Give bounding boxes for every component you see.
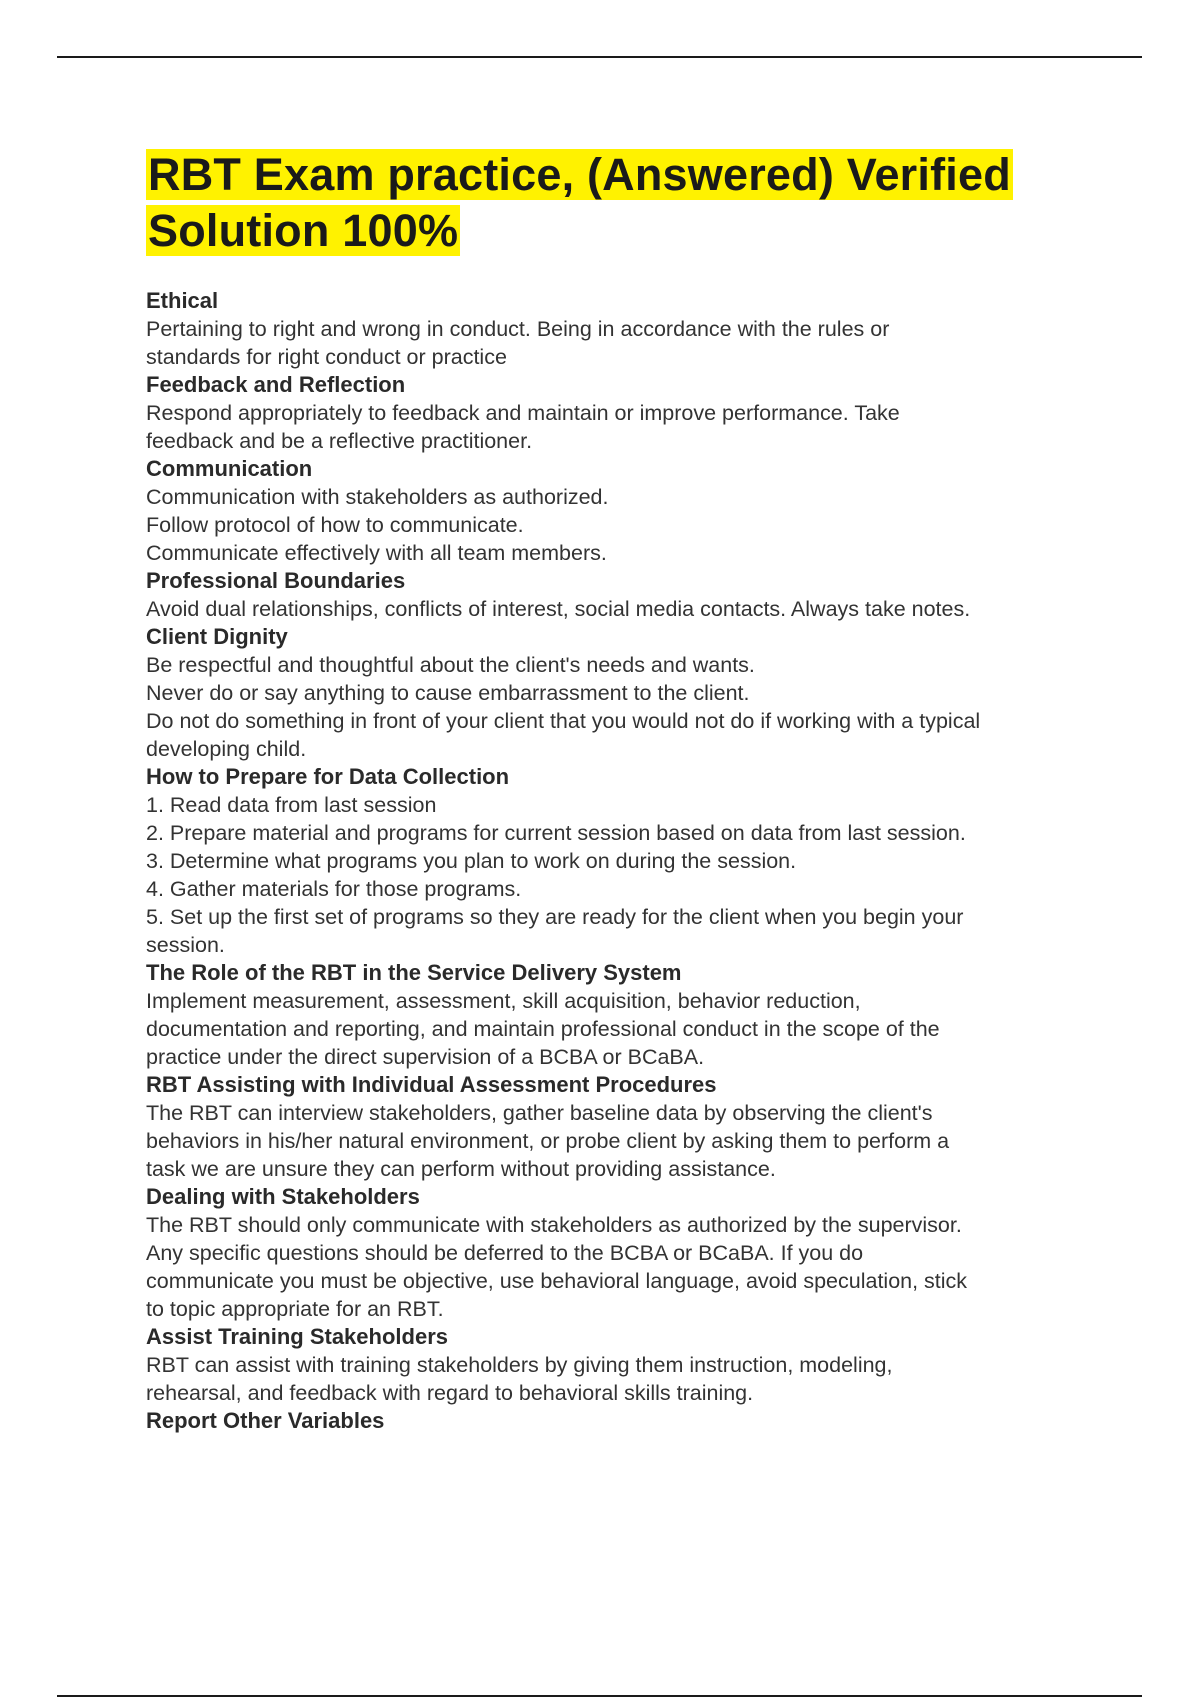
bottom-rule <box>57 1695 1142 1697</box>
term-heading: Report Other Variables <box>146 1408 385 1433</box>
term-heading: The Role of the RBT in the Service Delivery System <box>146 960 682 985</box>
term-definition: Be respectful and thoughtful about the client's needs and wants. Never do or say anything to cause embarrassment to the client. Do not do something in front of your client that you would not do if working with a typical developing child. <box>146 653 981 761</box>
term-definition: Implement measurement, assessment, skill acquisition, behavior reduction, documentation and reporting, and maintain professional conduct in the scope of the practice under the direct supervision of a BCBA or BCaBA. <box>146 989 940 1069</box>
term-definition: Respond appropriately to feedback and maintain or improve performance. Take feedback and be a reflective practitioner. <box>146 401 900 453</box>
term-definition: Communication with stakeholders as authorized. Follow protocol of how to communicate. Communicate effectively with all team members. <box>146 485 609 565</box>
term-heading: Assist Training Stakeholders <box>146 1324 448 1349</box>
term-heading: Dealing with Stakeholders <box>146 1184 420 1209</box>
title-highlight: RBT Exam practice, (Answered) Verified Solution 100% <box>148 149 1011 256</box>
entry-assist-training-stakeholders <box>146 1323 1096 1407</box>
term-heading: Feedback and Reflection <box>146 372 406 397</box>
term-heading: Client Dignity <box>146 624 288 649</box>
top-rule <box>57 56 1142 58</box>
entry-communication <box>146 455 1096 567</box>
entry-professional-boundaries <box>146 567 1096 623</box>
term-heading: How to Prepare for Data Collection <box>146 764 510 789</box>
term-heading: Professional Boundaries <box>146 568 406 593</box>
term-definition: 1. Read data from last session 2. Prepare material and programs for current session based on data from last session. 3. Determine what programs you plan to work on during the session. 4. Gather materials for those programs. 5. Set up the first set of programs so they are ready for the client when you begin your session. <box>146 793 966 957</box>
entry-report-other-variables <box>146 1407 1096 1435</box>
term-heading: Communication <box>146 456 313 481</box>
term-heading: Ethical <box>146 288 219 313</box>
entry-role-of-rbt <box>146 959 1096 1071</box>
term-definition: The RBT can interview stakeholders, gather baseline data by observing the client's behaviors in his/her natural environment, or probe client by asking them to perform a task we are unsure they can perform without providing assistance. <box>146 1101 950 1181</box>
term-definition: RBT can assist with training stakeholders by giving them instruction, modeling, rehearsal, and feedback with regard to behavioral skills training. <box>146 1353 893 1405</box>
entry-dealing-with-stakeholders <box>146 1183 1096 1323</box>
term-heading: RBT Assisting with Individual Assessment Procedures <box>146 1072 717 1097</box>
entry-client-dignity <box>146 623 1096 763</box>
entry-ethical <box>146 287 1096 371</box>
document-content <box>146 147 1096 1435</box>
entry-feedback-and-reflection <box>146 371 1096 455</box>
entry-prepare-data-collection <box>146 763 1096 959</box>
term-definition: The RBT should only communicate with stakeholders as authorized by the supervisor. Any specific questions should be deferred to the BCBA or BCaBA. If you do communicate you must be objective, use behavioral language, avoid speculation, stick to topic appropriate for an RBT. <box>146 1213 968 1321</box>
term-definition: Avoid dual relationships, conflicts of interest, social media contacts. Always take notes. <box>146 597 971 621</box>
document-title <box>146 147 1096 259</box>
term-definition: Pertaining to right and wrong in conduct. Being in accordance with the rules or standards for right conduct or practice <box>146 317 890 369</box>
entry-assessment-procedures <box>146 1071 1096 1183</box>
